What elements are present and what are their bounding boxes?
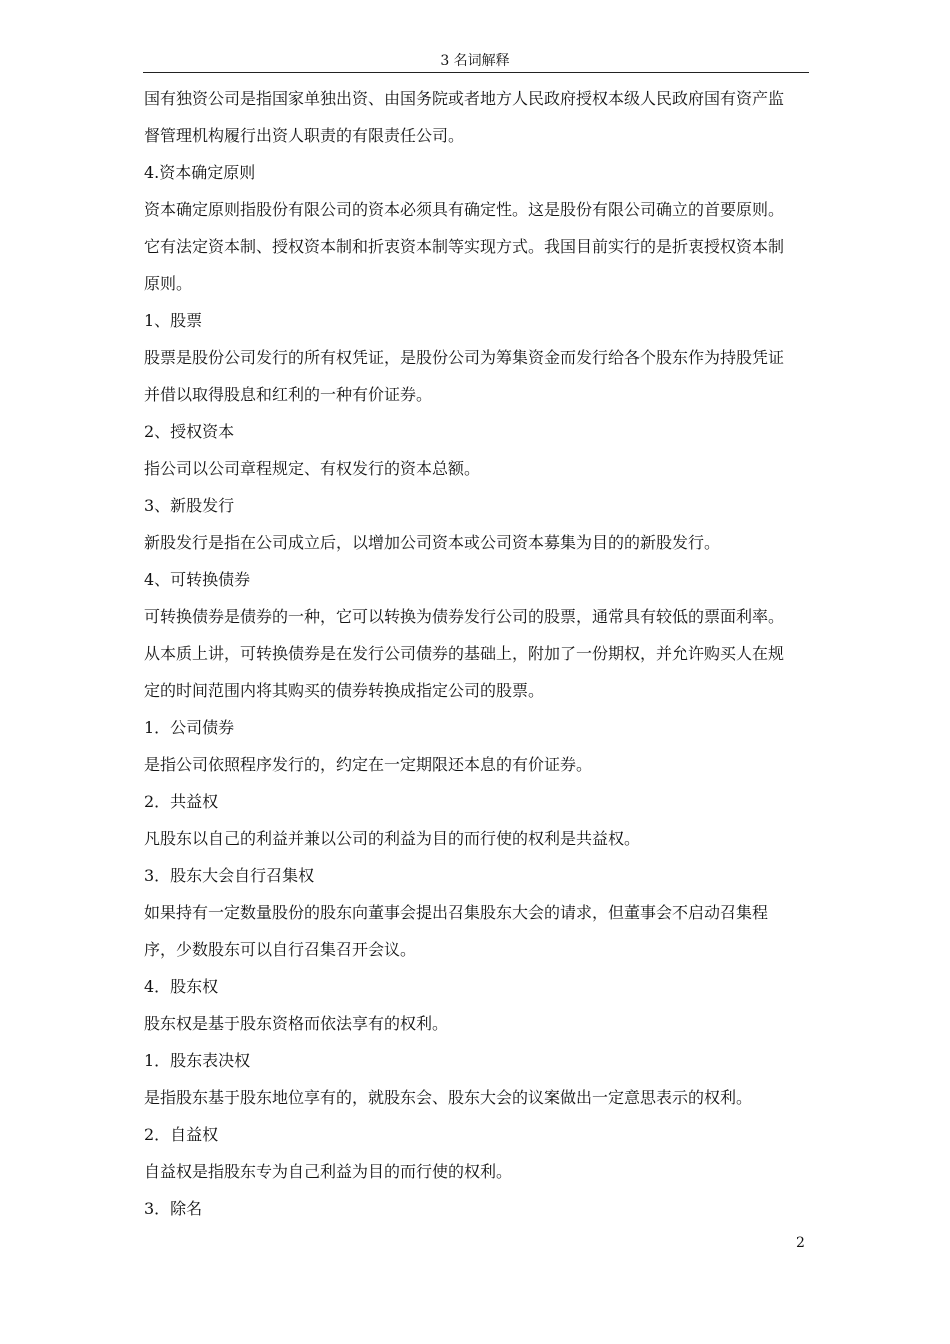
text-line: 它有法定资本制、授权资本制和折衷资本制等实现方式。我国目前实行的是折衷授权资本制 <box>144 237 785 256</box>
section-heading: 4．股东权 <box>144 977 219 996</box>
text-line: 股票是股份公司发行的所有权凭证，是股份公司为筹集资金而发行给各个股东作为持股凭证 <box>144 348 785 367</box>
text-line: 是指公司依照程序发行的，约定在一定期限还本息的有价证券。 <box>144 755 593 774</box>
text-line: 定的时间范围内将其购买的债券转换成指定公司的股票。 <box>144 681 545 700</box>
section-heading: 4.资本确定原则 <box>144 163 256 182</box>
text-line: 资本确定原则指股份有限公司的资本必须具有确定性。这是股份有限公司确立的首要原则。 <box>144 200 785 219</box>
text-line: 可转换债券是债券的一种，它可以转换为债券发行公司的股票，通常具有较低的票面利率。 <box>144 607 785 626</box>
section-heading: 3．除名 <box>144 1199 203 1218</box>
text-line: 自益权是指股东专为自己利益为目的而行使的权利。 <box>144 1162 513 1181</box>
text-line: 凡股东以自己的利益并兼以公司的利益为目的而行使的权利是共益权。 <box>144 829 641 848</box>
page-body <box>144 80 810 1227</box>
text-line: 国有独资公司是指国家单独出资、由国务院或者地方人民政府授权本级人民政府国有资产监 <box>144 89 785 108</box>
page-number: 2 <box>796 1235 805 1251</box>
section-heading: 2．自益权 <box>144 1125 219 1144</box>
text-line: 原则。 <box>144 274 193 293</box>
section-heading: 2．共益权 <box>144 792 219 811</box>
section-heading: 1、股票 <box>144 311 203 330</box>
text-line: 督管理机构履行出资人职责的有限责任公司。 <box>144 126 465 145</box>
text-line: 股东权是基于股东资格而依法享有的权利。 <box>144 1014 449 1033</box>
header-title: 3 名词解释 <box>440 53 510 69</box>
section-heading: 3．股东大会自行召集权 <box>144 866 315 885</box>
text-line: 如果持有一定数量股份的股东向董事会提出召集股东大会的请求，但董事会不启动召集程 <box>144 903 769 922</box>
section-heading: 2、授权资本 <box>144 422 235 441</box>
header-rule <box>143 72 809 73</box>
section-heading: 1．股东表决权 <box>144 1051 251 1070</box>
text-line: 从本质上讲，可转换债券是在发行公司债券的基础上，附加了一份期权，并允许购买人在规 <box>144 644 785 663</box>
text-line: 新股发行是指在公司成立后，以增加公司资本或公司资本募集为目的的新股发行。 <box>144 533 721 552</box>
text-line: 是指股东基于股东地位享有的，就股东会、股东大会的议案做出一定意思表示的权利。 <box>144 1088 753 1107</box>
text-line: 指公司以公司章程规定、有权发行的资本总额。 <box>144 459 481 478</box>
section-heading: 1．公司债券 <box>144 718 235 737</box>
text-line: 并借以取得股息和红利的一种有价证券。 <box>144 385 433 404</box>
section-heading: 4、可转换债券 <box>144 570 251 589</box>
section-heading: 3、新股发行 <box>144 496 235 515</box>
text-line: 序，少数股东可以自行召集召开会议。 <box>144 940 417 959</box>
